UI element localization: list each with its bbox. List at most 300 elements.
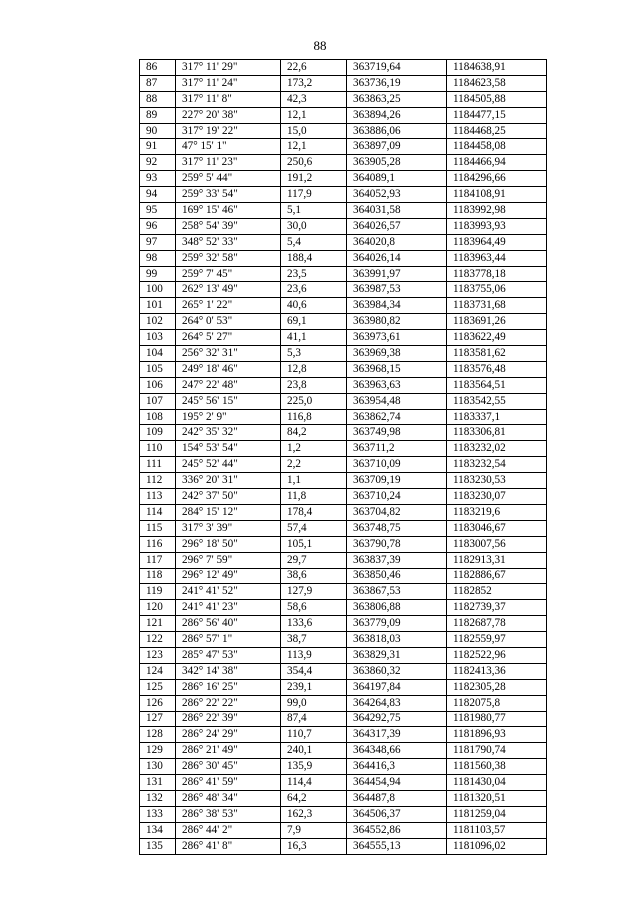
point-number-cell: 101	[140, 298, 176, 314]
point-number-cell: 115	[140, 520, 176, 536]
point-number-cell: 87	[140, 75, 176, 91]
bearing-cell: 258° 54' 39"	[176, 218, 281, 234]
x-coordinate-cell: 363719,64	[347, 60, 447, 76]
bearing-cell: 286° 22' 39"	[176, 711, 281, 727]
y-coordinate-cell: 1183576,48	[447, 361, 547, 377]
table-row	[140, 425, 547, 441]
table-row	[140, 155, 547, 171]
table-row	[140, 552, 547, 568]
y-coordinate-cell: 1184623,58	[447, 75, 547, 91]
distance-cell: 29,7	[281, 552, 347, 568]
x-coordinate-cell: 363860,32	[347, 663, 447, 679]
distance-cell: 87,4	[281, 711, 347, 727]
y-coordinate-cell: 1183755,06	[447, 282, 547, 298]
bearing-cell: 317° 3' 39"	[176, 520, 281, 536]
point-number-cell: 116	[140, 536, 176, 552]
y-coordinate-cell: 1184458,08	[447, 139, 547, 155]
x-coordinate-cell: 364555,13	[347, 838, 447, 854]
table-row	[140, 711, 547, 727]
x-coordinate-cell: 363790,78	[347, 536, 447, 552]
y-coordinate-cell: 1183963,44	[447, 250, 547, 266]
table-row	[140, 139, 547, 155]
point-number-cell: 123	[140, 647, 176, 663]
x-coordinate-cell: 363818,03	[347, 632, 447, 648]
page-number: 88	[313, 38, 327, 53]
x-coordinate-cell: 363886,06	[347, 123, 447, 139]
distance-cell: 116,8	[281, 409, 347, 425]
bearing-cell: 286° 30' 45"	[176, 759, 281, 775]
point-number-cell: 118	[140, 568, 176, 584]
x-coordinate-cell: 363749,98	[347, 425, 447, 441]
y-coordinate-cell: 1184108,91	[447, 187, 547, 203]
x-coordinate-cell: 364416,3	[347, 759, 447, 775]
distance-cell: 12,1	[281, 139, 347, 155]
bearing-cell: 169° 15' 46"	[176, 203, 281, 219]
table-row	[140, 393, 547, 409]
bearing-cell: 195° 2' 9"	[176, 409, 281, 425]
distance-cell: 30,0	[281, 218, 347, 234]
distance-cell: 41,1	[281, 330, 347, 346]
table-row	[140, 346, 547, 362]
point-number-cell: 135	[140, 838, 176, 854]
y-coordinate-cell: 1184468,25	[447, 123, 547, 139]
x-coordinate-cell: 364020,8	[347, 234, 447, 250]
x-coordinate-cell: 364487,8	[347, 790, 447, 806]
point-number-cell: 132	[140, 790, 176, 806]
table-row	[140, 520, 547, 536]
point-number-cell: 119	[140, 584, 176, 600]
y-coordinate-cell: 1181103,57	[447, 822, 547, 838]
bearing-cell: 286° 41' 59"	[176, 775, 281, 791]
table-row	[140, 727, 547, 743]
bearing-cell: 264° 5' 27"	[176, 330, 281, 346]
distance-cell: 16,3	[281, 838, 347, 854]
x-coordinate-cell: 364348,66	[347, 743, 447, 759]
x-coordinate-cell: 363991,97	[347, 266, 447, 282]
distance-cell: 11,8	[281, 489, 347, 505]
y-coordinate-cell: 1184466,94	[447, 155, 547, 171]
x-coordinate-cell: 364026,14	[347, 250, 447, 266]
y-coordinate-cell: 1182739,37	[447, 600, 547, 616]
point-number-cell: 112	[140, 473, 176, 489]
distance-cell: 23,6	[281, 282, 347, 298]
x-coordinate-cell: 363711,2	[347, 441, 447, 457]
y-coordinate-cell: 1181790,74	[447, 743, 547, 759]
y-coordinate-cell: 1183542,55	[447, 393, 547, 409]
x-coordinate-cell: 364506,37	[347, 806, 447, 822]
x-coordinate-cell: 363710,09	[347, 457, 447, 473]
y-coordinate-cell: 1182559,97	[447, 632, 547, 648]
bearing-cell: 348° 52' 33"	[176, 234, 281, 250]
distance-cell: 1,2	[281, 441, 347, 457]
y-coordinate-cell: 1182522,96	[447, 647, 547, 663]
y-coordinate-cell: 1183230,07	[447, 489, 547, 505]
point-number-cell: 134	[140, 822, 176, 838]
x-coordinate-cell: 363863,25	[347, 91, 447, 107]
table-row	[140, 679, 547, 695]
y-coordinate-cell: 1183232,02	[447, 441, 547, 457]
table-row	[140, 330, 547, 346]
table-row	[140, 361, 547, 377]
y-coordinate-cell: 1181980,77	[447, 711, 547, 727]
point-number-cell: 111	[140, 457, 176, 473]
table-row	[140, 536, 547, 552]
y-coordinate-cell: 1183306,81	[447, 425, 547, 441]
bearing-cell: 317° 11' 29"	[176, 60, 281, 76]
y-coordinate-cell: 1184296,66	[447, 171, 547, 187]
bearing-cell: 284° 15' 12"	[176, 504, 281, 520]
x-coordinate-cell: 364031,58	[347, 203, 447, 219]
bearing-cell: 249° 18' 46"	[176, 361, 281, 377]
point-number-cell: 128	[140, 727, 176, 743]
point-number-cell: 99	[140, 266, 176, 282]
point-number-cell: 107	[140, 393, 176, 409]
distance-cell: 58,6	[281, 600, 347, 616]
point-number-cell: 95	[140, 203, 176, 219]
bearing-cell: 259° 33' 54"	[176, 187, 281, 203]
point-number-cell: 108	[140, 409, 176, 425]
x-coordinate-cell: 363806,88	[347, 600, 447, 616]
distance-cell: 23,5	[281, 266, 347, 282]
distance-cell: 15,0	[281, 123, 347, 139]
point-number-cell: 114	[140, 504, 176, 520]
point-number-cell: 120	[140, 600, 176, 616]
distance-cell: 178,4	[281, 504, 347, 520]
point-number-cell: 89	[140, 107, 176, 123]
x-coordinate-cell: 363829,31	[347, 647, 447, 663]
y-coordinate-cell: 1183993,93	[447, 218, 547, 234]
x-coordinate-cell: 364052,93	[347, 187, 447, 203]
distance-cell: 99,0	[281, 695, 347, 711]
point-number-cell: 86	[140, 60, 176, 76]
distance-cell: 250,6	[281, 155, 347, 171]
point-number-cell: 125	[140, 679, 176, 695]
point-number-cell: 130	[140, 759, 176, 775]
table-row	[140, 584, 547, 600]
bearing-cell: 286° 22' 22"	[176, 695, 281, 711]
point-number-cell: 100	[140, 282, 176, 298]
distance-cell: 40,6	[281, 298, 347, 314]
table-row	[140, 282, 547, 298]
point-number-cell: 124	[140, 663, 176, 679]
bearing-cell: 296° 7' 59"	[176, 552, 281, 568]
table-row	[140, 632, 547, 648]
distance-cell: 57,4	[281, 520, 347, 536]
point-number-cell: 92	[140, 155, 176, 171]
distance-cell: 113,9	[281, 647, 347, 663]
y-coordinate-cell: 1183778,18	[447, 266, 547, 282]
distance-cell: 23,8	[281, 377, 347, 393]
bearing-cell: 336° 20' 31"	[176, 473, 281, 489]
y-coordinate-cell: 1183564,51	[447, 377, 547, 393]
table-row	[140, 473, 547, 489]
table-row	[140, 838, 547, 854]
bearing-cell: 247° 22' 48"	[176, 377, 281, 393]
bearing-cell: 342° 14' 38"	[176, 663, 281, 679]
y-coordinate-cell: 1183992,98	[447, 203, 547, 219]
table-row	[140, 775, 547, 791]
bearing-cell: 317° 11' 23"	[176, 155, 281, 171]
distance-cell: 5,3	[281, 346, 347, 362]
bearing-cell: 286° 41' 8"	[176, 838, 281, 854]
y-coordinate-cell: 1181320,51	[447, 790, 547, 806]
x-coordinate-cell: 364026,57	[347, 218, 447, 234]
distance-cell: 105,1	[281, 536, 347, 552]
point-number-cell: 88	[140, 91, 176, 107]
bearing-cell: 296° 12' 49"	[176, 568, 281, 584]
bearing-cell: 227° 20' 38"	[176, 107, 281, 123]
y-coordinate-cell: 1184477,15	[447, 107, 547, 123]
point-number-cell: 97	[140, 234, 176, 250]
point-number-cell: 117	[140, 552, 176, 568]
x-coordinate-cell: 364317,39	[347, 727, 447, 743]
distance-cell: 5,1	[281, 203, 347, 219]
x-coordinate-cell: 363736,19	[347, 75, 447, 91]
distance-cell: 7,9	[281, 822, 347, 838]
bearing-cell: 241° 41' 23"	[176, 600, 281, 616]
x-coordinate-cell: 364454,94	[347, 775, 447, 791]
bearing-cell: 256° 32' 31"	[176, 346, 281, 362]
x-coordinate-cell: 363963,63	[347, 377, 447, 393]
point-number-cell: 96	[140, 218, 176, 234]
x-coordinate-cell: 363954,48	[347, 393, 447, 409]
bearing-cell: 286° 57' 1"	[176, 632, 281, 648]
table-row	[140, 75, 547, 91]
x-coordinate-cell: 363984,34	[347, 298, 447, 314]
distance-cell: 38,7	[281, 632, 347, 648]
point-number-cell: 91	[140, 139, 176, 155]
bearing-cell: 259° 5' 44"	[176, 171, 281, 187]
y-coordinate-cell: 1182305,28	[447, 679, 547, 695]
distance-cell: 239,1	[281, 679, 347, 695]
distance-cell: 69,1	[281, 314, 347, 330]
bearing-cell: 47° 15' 1"	[176, 139, 281, 155]
y-coordinate-cell: 1183964,49	[447, 234, 547, 250]
table-row	[140, 647, 547, 663]
distance-cell: 5,4	[281, 234, 347, 250]
x-coordinate-cell: 363897,09	[347, 139, 447, 155]
y-coordinate-cell: 1183230,53	[447, 473, 547, 489]
y-coordinate-cell: 1182852	[447, 584, 547, 600]
table-row	[140, 298, 547, 314]
distance-cell: 188,4	[281, 250, 347, 266]
distance-cell: 240,1	[281, 743, 347, 759]
bearing-cell: 259° 7' 45"	[176, 266, 281, 282]
point-number-cell: 127	[140, 711, 176, 727]
point-number-cell: 131	[140, 775, 176, 791]
table-row	[140, 234, 547, 250]
table-row	[140, 600, 547, 616]
point-number-cell: 98	[140, 250, 176, 266]
y-coordinate-cell: 1182913,31	[447, 552, 547, 568]
bearing-cell: 241° 41' 52"	[176, 584, 281, 600]
x-coordinate-cell: 363973,61	[347, 330, 447, 346]
point-number-cell: 133	[140, 806, 176, 822]
y-coordinate-cell: 1183007,56	[447, 536, 547, 552]
table-row	[140, 743, 547, 759]
x-coordinate-cell: 363980,82	[347, 314, 447, 330]
distance-cell: 42,3	[281, 91, 347, 107]
bearing-cell: 285° 47' 53"	[176, 647, 281, 663]
table-row	[140, 568, 547, 584]
x-coordinate-cell: 364292,75	[347, 711, 447, 727]
coordinates-table	[139, 59, 547, 855]
x-coordinate-cell: 364264,83	[347, 695, 447, 711]
point-number-cell: 113	[140, 489, 176, 505]
y-coordinate-cell: 1181259,04	[447, 806, 547, 822]
coordinates-table-body	[140, 60, 547, 855]
y-coordinate-cell: 1184638,91	[447, 60, 547, 76]
distance-cell: 135,9	[281, 759, 347, 775]
point-number-cell: 121	[140, 616, 176, 632]
distance-cell: 162,3	[281, 806, 347, 822]
point-number-cell: 105	[140, 361, 176, 377]
distance-cell: 1,1	[281, 473, 347, 489]
table-row	[140, 489, 547, 505]
table-row	[140, 377, 547, 393]
x-coordinate-cell: 363969,38	[347, 346, 447, 362]
point-number-cell: 110	[140, 441, 176, 457]
y-coordinate-cell: 1182886,67	[447, 568, 547, 584]
y-coordinate-cell: 1182413,36	[447, 663, 547, 679]
table-row	[140, 504, 547, 520]
table-row	[140, 60, 547, 76]
distance-cell: 84,2	[281, 425, 347, 441]
bearing-cell: 317° 19' 22"	[176, 123, 281, 139]
distance-cell: 110,7	[281, 727, 347, 743]
y-coordinate-cell: 1181096,02	[447, 838, 547, 854]
bearing-cell: 286° 38' 53"	[176, 806, 281, 822]
bearing-cell: 317° 11' 24"	[176, 75, 281, 91]
table-row	[140, 250, 547, 266]
x-coordinate-cell: 364197,84	[347, 679, 447, 695]
table-row	[140, 203, 547, 219]
bearing-cell: 242° 37' 50"	[176, 489, 281, 505]
x-coordinate-cell: 363987,53	[347, 282, 447, 298]
x-coordinate-cell: 363837,39	[347, 552, 447, 568]
x-coordinate-cell: 363894,26	[347, 107, 447, 123]
y-coordinate-cell: 1181896,93	[447, 727, 547, 743]
distance-cell: 114,4	[281, 775, 347, 791]
point-number-cell: 106	[140, 377, 176, 393]
x-coordinate-cell: 364089,1	[347, 171, 447, 187]
y-coordinate-cell: 1183731,68	[447, 298, 547, 314]
bearing-cell: 286° 21' 49"	[176, 743, 281, 759]
bearing-cell: 286° 44' 2"	[176, 822, 281, 838]
table-row	[140, 171, 547, 187]
table-row	[140, 107, 547, 123]
y-coordinate-cell: 1182075,8	[447, 695, 547, 711]
x-coordinate-cell: 363850,46	[347, 568, 447, 584]
bearing-cell: 265° 1' 22"	[176, 298, 281, 314]
bearing-cell: 259° 32' 58"	[176, 250, 281, 266]
table-row	[140, 759, 547, 775]
x-coordinate-cell: 363862,74	[347, 409, 447, 425]
point-number-cell: 102	[140, 314, 176, 330]
x-coordinate-cell: 363867,53	[347, 584, 447, 600]
table-row	[140, 123, 547, 139]
bearing-cell: 242° 35' 32"	[176, 425, 281, 441]
bearing-cell: 154° 53' 54"	[176, 441, 281, 457]
bearing-cell: 317° 11' 8"	[176, 91, 281, 107]
y-coordinate-cell: 1183232,54	[447, 457, 547, 473]
table-row	[140, 616, 547, 632]
point-number-cell: 129	[140, 743, 176, 759]
x-coordinate-cell: 363748,75	[347, 520, 447, 536]
table-row	[140, 187, 547, 203]
distance-cell: 2,2	[281, 457, 347, 473]
distance-cell: 191,2	[281, 171, 347, 187]
point-number-cell: 93	[140, 171, 176, 187]
bearing-cell: 286° 24' 29"	[176, 727, 281, 743]
distance-cell: 12,1	[281, 107, 347, 123]
table-row	[140, 91, 547, 107]
y-coordinate-cell: 1183581,62	[447, 346, 547, 362]
distance-cell: 354,4	[281, 663, 347, 679]
bearing-cell: 245° 52' 44"	[176, 457, 281, 473]
bearing-cell: 264° 0' 53"	[176, 314, 281, 330]
y-coordinate-cell: 1181430,04	[447, 775, 547, 791]
x-coordinate-cell: 363704,82	[347, 504, 447, 520]
point-number-cell: 126	[140, 695, 176, 711]
table-row	[140, 409, 547, 425]
x-coordinate-cell: 363905,28	[347, 155, 447, 171]
x-coordinate-cell: 363779,09	[347, 616, 447, 632]
point-number-cell: 90	[140, 123, 176, 139]
y-coordinate-cell: 1183219,6	[447, 504, 547, 520]
bearing-cell: 286° 48' 34"	[176, 790, 281, 806]
table-row	[140, 314, 547, 330]
distance-cell: 64,2	[281, 790, 347, 806]
x-coordinate-cell: 364552,86	[347, 822, 447, 838]
y-coordinate-cell: 1182687,78	[447, 616, 547, 632]
table-row	[140, 695, 547, 711]
table-row	[140, 663, 547, 679]
table-row	[140, 790, 547, 806]
bearing-cell: 296° 18' 50"	[176, 536, 281, 552]
x-coordinate-cell: 363709,19	[347, 473, 447, 489]
bearing-cell: 286° 16' 25"	[176, 679, 281, 695]
table-row	[140, 266, 547, 282]
distance-cell: 22,6	[281, 60, 347, 76]
distance-cell: 127,9	[281, 584, 347, 600]
distance-cell: 117,9	[281, 187, 347, 203]
distance-cell: 38,6	[281, 568, 347, 584]
y-coordinate-cell: 1181560,38	[447, 759, 547, 775]
y-coordinate-cell: 1184505,88	[447, 91, 547, 107]
distance-cell: 133,6	[281, 616, 347, 632]
x-coordinate-cell: 363710,24	[347, 489, 447, 505]
y-coordinate-cell: 1183046,67	[447, 520, 547, 536]
x-coordinate-cell: 363968,15	[347, 361, 447, 377]
table-row	[140, 806, 547, 822]
point-number-cell: 94	[140, 187, 176, 203]
distance-cell: 12,8	[281, 361, 347, 377]
y-coordinate-cell: 1183337,1	[447, 409, 547, 425]
distance-cell: 225,0	[281, 393, 347, 409]
table-row	[140, 218, 547, 234]
point-number-cell: 104	[140, 346, 176, 362]
point-number-cell: 122	[140, 632, 176, 648]
bearing-cell: 262° 13' 49"	[176, 282, 281, 298]
table-row	[140, 822, 547, 838]
point-number-cell: 109	[140, 425, 176, 441]
y-coordinate-cell: 1183691,26	[447, 314, 547, 330]
y-coordinate-cell: 1183622,49	[447, 330, 547, 346]
point-number-cell: 103	[140, 330, 176, 346]
table-row	[140, 457, 547, 473]
distance-cell: 173,2	[281, 75, 347, 91]
